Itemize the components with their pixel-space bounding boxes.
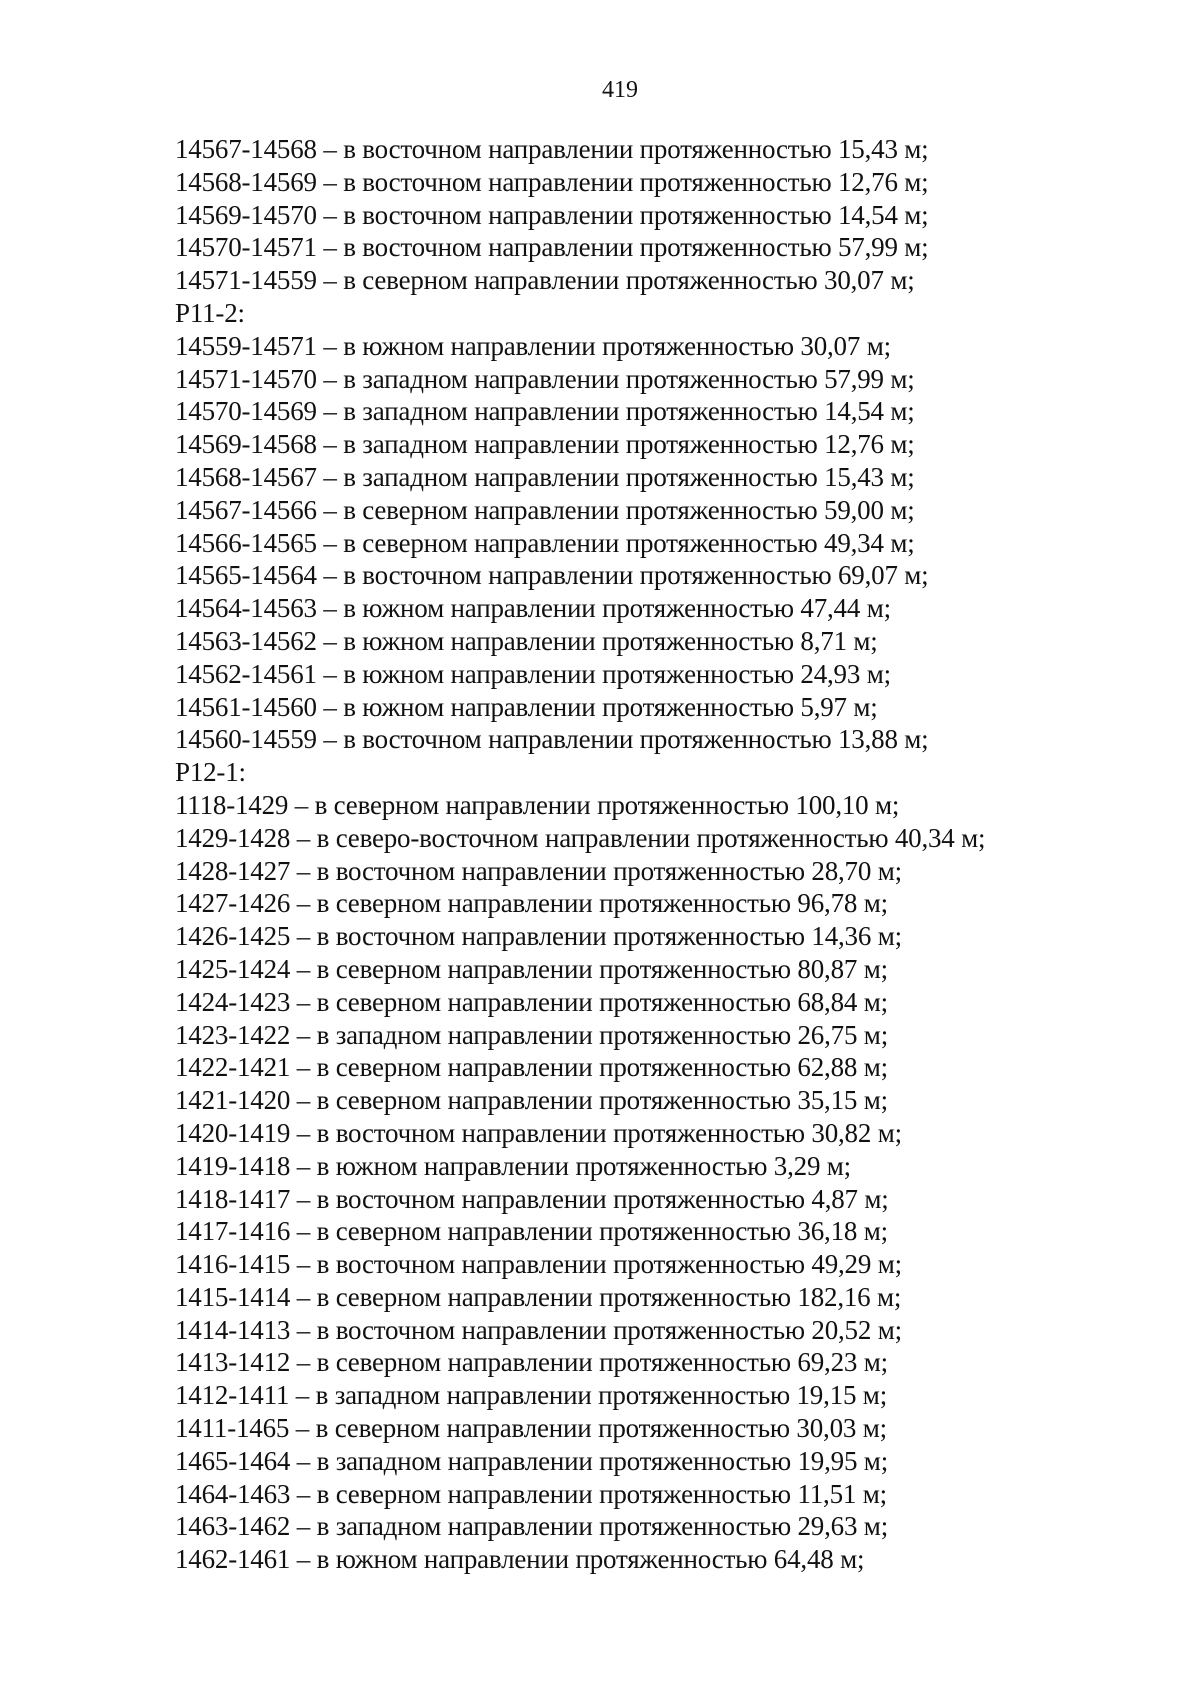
text-line: 1416-1415 – в восточном направлении протяженностью 49,29 м; <box>175 1249 902 1280</box>
text-line: 1417-1416 – в северном направлении протяженностью 36,18 м; <box>175 1216 888 1247</box>
page-number: 419 <box>602 77 638 103</box>
text-line: 1422-1421 – в северном направлении протяженностью 62,88 м; <box>175 1052 888 1083</box>
text-line: 14562-14561 – в южном направлении протяженностью 24,93 м; <box>175 658 891 689</box>
text-line: 1426-1425 – в восточном направлении протяженностью 14,36 м; <box>175 921 902 952</box>
text-line: 14564-14563 – в южном направлении протяженностью 47,44 м; <box>175 593 891 624</box>
text-line: 14569-14570 – в восточном направлении протяженностью 14,54 м; <box>175 199 929 230</box>
text-line: 1425-1424 – в северном направлении протяженностью 80,87 м; <box>175 953 888 984</box>
text-line: 1419-1418 – в южном направлении протяженностью 3,29 м; <box>175 1150 851 1181</box>
text-line: 1424-1423 – в северном направлении протяженностью 68,84 м; <box>175 986 888 1017</box>
text-line: 14570-14569 – в западном направлении протяженностью 14,54 м; <box>175 396 915 427</box>
text-line: 14561-14560 – в южном направлении протяженностью 5,97 м; <box>175 691 878 722</box>
text-line: 1464-1463 – в северном направлении протяженностью 11,51 м; <box>175 1478 887 1509</box>
text-line: 14568-14567 – в западном направлении протяженностью 15,43 м; <box>175 461 915 492</box>
text-line: 14560-14559 – в восточном направлении протяженностью 13,88 м; <box>175 724 929 755</box>
text-line: 14567-14568 – в восточном направлении протяженностью 15,43 м; <box>175 134 929 164</box>
text-line: 1423-1422 – в западном направлении протяженностью 26,75 м; <box>175 1019 888 1050</box>
text-line: 14570-14571 – в восточном направлении протяженностью 57,99 м; <box>175 232 929 263</box>
text-line: 14559-14571 – в южном направлении протяженностью 30,07 м; <box>175 330 891 361</box>
text-line: 1429-1428 – в северо-восточном направлении протяженностью 40,34 м; <box>175 822 986 853</box>
text-line: 1420-1419 – в восточном направлении протяженностью 30,82 м; <box>175 1117 902 1148</box>
text-line: 1428-1427 – в восточном направлении протяженностью 28,70 м; <box>175 855 902 886</box>
text-line: 1427-1426 – в северном направлении протяженностью 96,78 м; <box>175 888 888 919</box>
text-line: 1413-1412 – в северном направлении протяженностью 69,23 м; <box>175 1347 888 1378</box>
text-line: 14571-14570 – в западном направлении протяженностью 57,99 м; <box>175 363 915 394</box>
text-line: 1415-1414 – в северном направлении протяженностью 182,16 м; <box>175 1281 902 1312</box>
text-line: 1463-1462 – в западном направлении протяженностью 29,63 м; <box>175 1511 888 1542</box>
text-line: 1421-1420 – в северном направлении протяженностью 35,15 м; <box>175 1085 888 1116</box>
text-line: 1418-1417 – в восточном направлении протяженностью 4,87 м; <box>175 1183 889 1214</box>
text-line: 14571-14559 – в северном направлении протяженностью 30,07 м; <box>175 265 915 296</box>
text-line: 1412-1411 – в западном направлении протяженностью 19,15 м; <box>175 1380 887 1411</box>
text-line: 1118-1429 – в северном направлении протяженностью 100,10 м; <box>175 789 900 820</box>
text-line: 14563-14562 – в южном направлении протяженностью 8,71 м; <box>175 625 878 656</box>
text-line: 1414-1413 – в восточном направлении протяженностью 20,52 м; <box>175 1314 902 1345</box>
text-line: 1462-1461 – в южном направлении протяженностью 64,48 м; <box>175 1544 865 1575</box>
text-line: 1465-1464 – в западном направлении протяженностью 19,95 м; <box>175 1445 888 1476</box>
text-line: 14569-14568 – в западном направлении протяженностью 12,76 м; <box>175 429 915 460</box>
section-heading: Р11-2: <box>175 297 245 328</box>
text-line: 14567-14566 – в северном направлении протяженностью 59,00 м; <box>175 494 915 525</box>
text-line: 1411-1465 – в северном направлении протяженностью 30,03 м; <box>175 1413 887 1444</box>
text-line: 14566-14565 – в северном направлении протяженностью 49,34 м; <box>175 527 915 558</box>
text-line: 14568-14569 – в восточном направлении протяженностью 12,76 м; <box>175 166 929 197</box>
boundary-description-list <box>175 133 1175 1576</box>
text-line: 14565-14564 – в восточном направлении протяженностью 69,07 м; <box>175 560 929 591</box>
section-heading: Р12-1: <box>175 757 246 788</box>
